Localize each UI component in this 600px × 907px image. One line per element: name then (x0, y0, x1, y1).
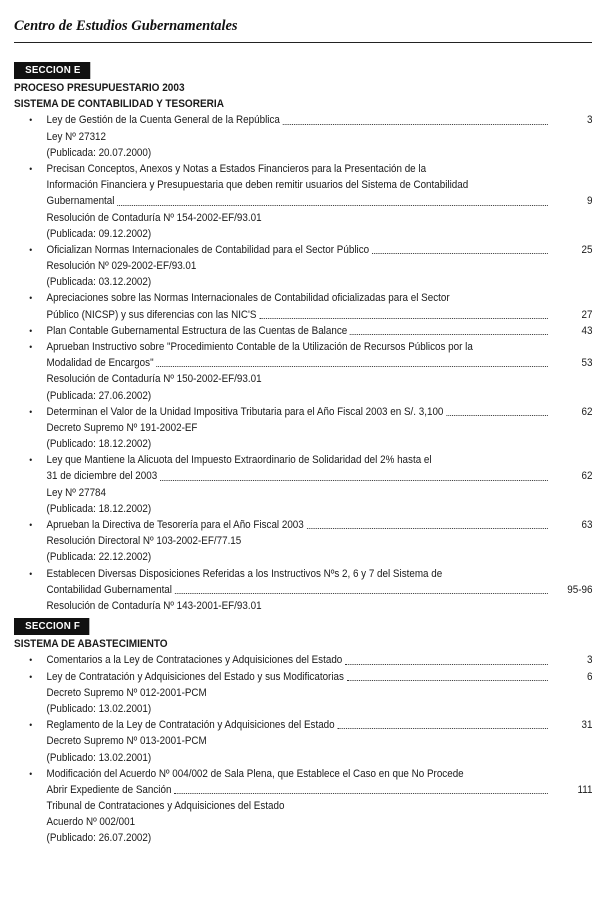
page-number: 62 (581, 470, 593, 483)
toc-entry-reference: Decreto Supremo Nº 012-2001-PCM (46, 686, 207, 699)
toc-entry-reference: (Publicada: 22.12.2002) (46, 551, 152, 564)
toc-entry-title: Oficializan Normas Internacionales de Contabilidad para el Sector Público (46, 243, 370, 256)
toc-entry-title: Apreciaciones sobre las Normas Internacionales de Contabilidad oficializadas para el Sector (46, 292, 450, 305)
toc-entry-reference: Resolución de Contaduría Nº 143-2001-EF/93.01 (46, 600, 262, 612)
dot-leader (446, 414, 548, 416)
toc-entry (14, 161, 592, 242)
bullet-icon (27, 717, 34, 733)
page-number: 62 (581, 405, 593, 418)
page-number: 9 (586, 195, 593, 208)
bullet-icon (27, 404, 34, 420)
bullet-icon (27, 566, 34, 582)
toc-entry-reference: (Publicado: 18.12.2002) (46, 438, 152, 451)
bullet-icon (27, 452, 34, 468)
section-heading: PROCESO PRESUPUESTARIO 2003 (14, 82, 185, 94)
toc-entry-title-line (47, 669, 593, 685)
toc-entry-title: Modalidad de Encargos" (46, 357, 154, 370)
dot-leader (156, 365, 547, 367)
bullet-icon (27, 517, 34, 533)
toc-entry-reference: (Publicado: 13.02.2001) (46, 751, 152, 764)
toc-entry-reference: Ley Nº 27784 (46, 486, 107, 499)
page-number: 111 (577, 783, 593, 796)
page-number: 95-96 (567, 583, 593, 596)
page-number: 27 (581, 308, 593, 321)
page-number: 3 (586, 114, 593, 127)
dot-leader (175, 592, 548, 594)
toc-entry-reference: Ley Nº 27312 (46, 130, 107, 143)
dot-leader (259, 317, 548, 319)
bullet-icon (27, 290, 34, 306)
toc-entry-title: Aprueban Instructivo sobre "Procedimiento Contable de la Utilización de Recursos Públicos por la (46, 341, 473, 353)
toc-entry (14, 669, 592, 718)
toc-entry-reference: Decreto Supremo Nº 013-2001-PCM (46, 735, 207, 748)
toc-entry-reference: Acuerdo Nº 002/001 (46, 816, 136, 829)
dot-leader (160, 479, 548, 481)
toc-entry-title-line (47, 782, 593, 798)
toc-entry-reference: (Publicada: 03.12.2002) (46, 276, 152, 289)
toc-entry-title-line (47, 355, 593, 371)
toc-entry-title-line (47, 517, 593, 533)
toc-entry (14, 766, 592, 847)
section-badge: SECCION F (14, 618, 89, 635)
dot-leader (283, 123, 548, 125)
bullet-icon (27, 766, 34, 782)
dot-leader (307, 527, 548, 529)
toc-entry-title-line (47, 193, 593, 209)
toc-entry (14, 242, 592, 291)
toc-entry-title: Ley que Mantiene la Alicuota del Impuesto Extraordinario de Solidaridad del 2% hasta el (46, 454, 432, 467)
toc-entry-title: Establecen Diversas Disposiciones Referidas a los Instructivos Nºs 2, 6 y 7 del Sistema de (46, 567, 443, 580)
dot-leader (350, 333, 548, 335)
toc-entry (14, 517, 592, 566)
toc-entry-title-line (47, 469, 593, 485)
bullet-icon (27, 669, 34, 685)
page-number: 6 (586, 670, 593, 683)
toc-entry-title: Reglamento de la Ley de Contratación y Adquisiciones del Estado (46, 719, 335, 732)
toc-section (14, 618, 592, 846)
toc-entry-title: Contabilidad Gubernamental (46, 583, 172, 596)
section-badge: SECCION E (14, 62, 90, 79)
toc-entry-title: Comentarios a la Ley de Contrataciones y Adquisiciones del Estado (46, 654, 343, 667)
toc-entry-reference: Tribunal de Contrataciones y Adquisiciones del Estado (46, 800, 285, 813)
toc-entry-reference: (Publicada: 09.12.2002) (46, 227, 152, 240)
bullet-icon (27, 652, 34, 668)
section-heading: SISTEMA DE ABASTECIMIENTO (14, 638, 168, 651)
page-number: 53 (581, 357, 593, 370)
toc-entry (14, 290, 592, 322)
page-number: 3 (586, 654, 593, 667)
toc-entry (14, 404, 592, 453)
bullet-icon (27, 161, 34, 177)
toc-entry-reference: (Publicada: 20.07.2000) (46, 146, 152, 159)
toc-entry-title-line (47, 112, 593, 128)
toc-entry-reference: Resolución de Contaduría Nº 150-2002-EF/93.01 (46, 373, 262, 386)
toc-entry (14, 452, 592, 517)
page-number: 43 (581, 324, 593, 337)
dot-leader (117, 204, 548, 206)
page-number: 63 (581, 519, 593, 532)
toc-entry-reference: Resolución Directoral Nº 103-2002-EF/77.15 (46, 535, 242, 548)
toc-entry-title: Gubernamental (46, 195, 115, 208)
toc-entry-title-line (47, 582, 593, 598)
toc-entry-title: Ley de Contratación y Adquisiciones del Estado y sus Modificatorias (46, 670, 344, 683)
toc-entry-title-line (47, 242, 593, 258)
toc-entry-title-line (47, 404, 593, 420)
dot-leader (345, 663, 548, 665)
header-rule (14, 42, 592, 43)
section-heading: SISTEMA DE CONTABILIDAD Y TESORERIA (14, 98, 224, 111)
toc-entry-title-line (47, 307, 593, 323)
toc-entry (14, 339, 592, 404)
dot-leader (174, 792, 548, 794)
toc-entry-title: Plan Contable Gubernamental Estructura de las Cuentas de Balance (46, 324, 348, 337)
toc-entry (14, 112, 592, 161)
running-header: Centro de Estudios Gubernamentales (14, 18, 238, 34)
toc-entry (14, 566, 592, 615)
toc-entry (14, 323, 592, 339)
toc-entry-title: Precisan Conceptos, Anexos y Notas a Estados Financieros para la Presentación de la (46, 162, 427, 175)
toc-entry-reference: Resolución de Contaduría Nº 154-2002-EF/93.01 (46, 211, 262, 224)
bullet-icon (27, 112, 34, 128)
toc-entry-title: Abrir Expediente de Sanción (46, 783, 172, 796)
toc-entry-reference: (Publicado: 26.07.2002) (46, 832, 152, 845)
page-number: 25 (581, 243, 593, 256)
toc-entry-title: 31 de diciembre del 2003 (46, 470, 158, 483)
toc-entry (14, 717, 592, 766)
toc-entry-reference: (Publicada: 18.12.2002) (46, 502, 152, 515)
page-number: 31 (581, 719, 593, 732)
toc-entry-title-line (47, 323, 593, 339)
toc-entry-title: Modificación del Acuerdo Nº 004/002 de Sala Plena, que Establece el Caso en que No Procede (46, 767, 464, 780)
bullet-icon (27, 323, 34, 339)
bullet-icon (27, 242, 34, 258)
bullet-icon (27, 339, 34, 355)
toc-section (14, 62, 592, 614)
toc-entry (14, 652, 592, 668)
toc-entry-title: Determinan el Valor de la Unidad Impositiva Tributaria para el Año Fiscal 2003 en S/. 3,100 (46, 405, 444, 418)
dot-leader (372, 252, 548, 254)
dot-leader (337, 727, 547, 729)
toc-entry-reference: (Publicada: 27.06.2002) (46, 389, 152, 402)
toc-entry-reference: Decreto Supremo Nº 191-2002-EF (46, 421, 198, 434)
toc-entry-title: Ley de Gestión de la Cuenta General de la República (46, 114, 280, 127)
toc-entry-title: Público (NICSP) y sus diferencias con las NIC'S (46, 308, 257, 321)
toc-entry-reference: (Publicado: 13.02.2001) (46, 702, 152, 715)
dot-leader (347, 679, 548, 681)
toc-entry-title: Información Financiera y Presupuestaria que deben remitir usuarios del Sistema de Contabilidad (46, 179, 469, 192)
toc-entry-reference: Resolución Nº 029-2002-EF/93.01 (46, 260, 197, 273)
table-of-contents (14, 62, 592, 847)
toc-entry-title-line (47, 652, 593, 668)
toc-entry-title-line (47, 717, 593, 733)
toc-entry-title: Aprueban la Directiva de Tesorería para el Año Fiscal 2003 (46, 519, 304, 532)
